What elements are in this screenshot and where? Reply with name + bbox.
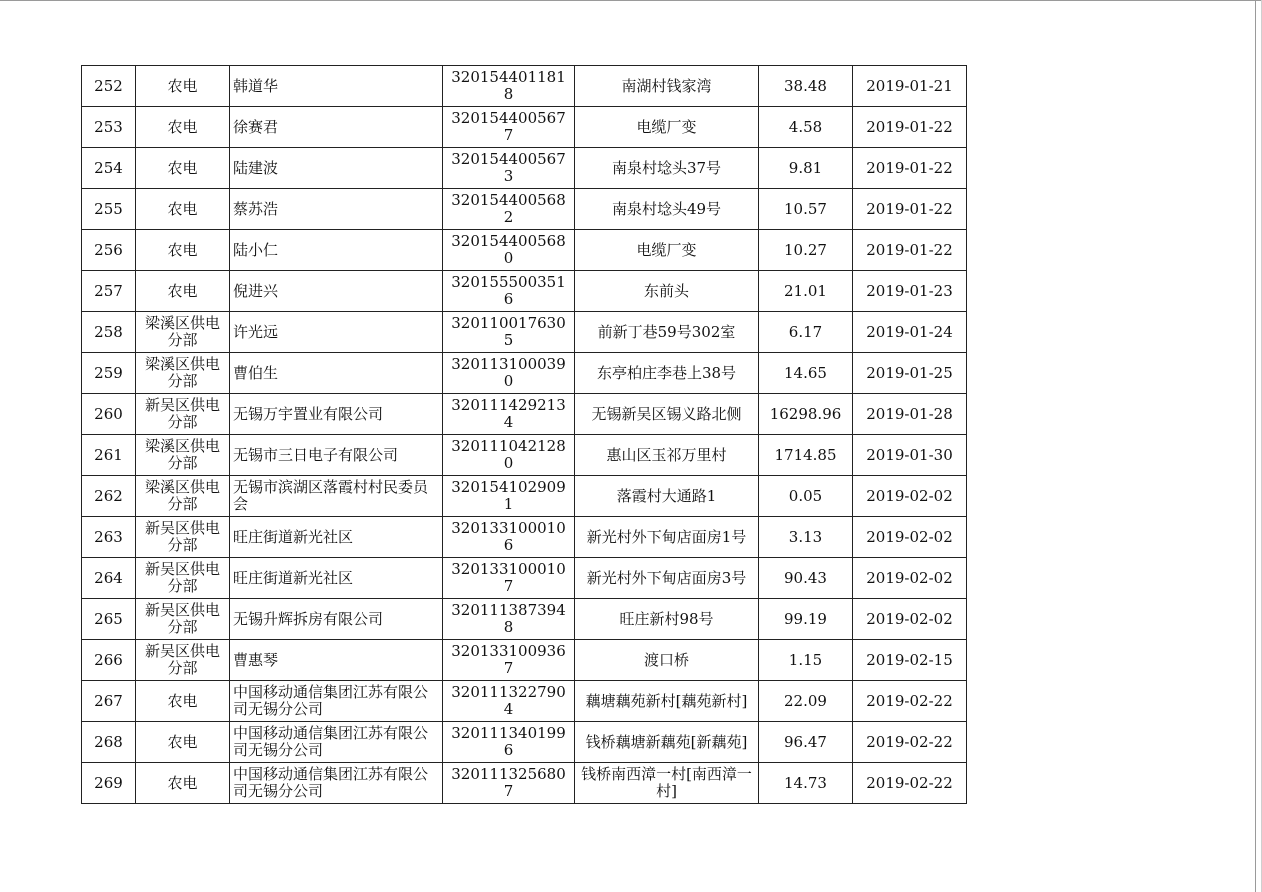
- address-cell: 电缆厂变: [575, 230, 759, 271]
- account-number-cell: 3201114292134: [443, 394, 575, 435]
- amount-cell: 4.58: [759, 107, 853, 148]
- customer-name-cell: 中国移动通信集团江苏有限公司无锡分公司: [230, 681, 443, 722]
- customer-name-cell: 蔡苏浩: [230, 189, 443, 230]
- account-number-cell: 3201544011818: [443, 66, 575, 107]
- page-right-border: [1255, 0, 1256, 892]
- unit-cell: 农电: [136, 271, 230, 312]
- amount-cell: 99.19: [759, 599, 853, 640]
- unit-cell: 新吴区供电分部: [136, 599, 230, 640]
- table-body: [82, 66, 967, 804]
- table-row: [82, 189, 967, 230]
- address-cell: 旺庄新村98号: [575, 599, 759, 640]
- unit-cell: 梁溪区供电分部: [136, 435, 230, 476]
- amount-cell: 14.65: [759, 353, 853, 394]
- row-number-cell: 255: [82, 189, 136, 230]
- address-cell: 藕塘藕苑新村[藕苑新村]: [575, 681, 759, 722]
- address-cell: 新光村外下甸店面房3号: [575, 558, 759, 599]
- table-row: [82, 517, 967, 558]
- customer-name-cell: 韩道华: [230, 66, 443, 107]
- table-row: [82, 66, 967, 107]
- address-cell: 钱桥藕塘新藕苑[新藕苑]: [575, 722, 759, 763]
- amount-cell: 10.57: [759, 189, 853, 230]
- address-cell: 前新丁巷59号302室: [575, 312, 759, 353]
- amount-cell: 1714.85: [759, 435, 853, 476]
- address-cell: 东亭柏庄李巷上38号: [575, 353, 759, 394]
- table-row: [82, 435, 967, 476]
- date-cell: 2019-01-25: [853, 353, 967, 394]
- customer-name-cell: 曹惠琴: [230, 640, 443, 681]
- arrears-table: [81, 65, 967, 804]
- table-row: [82, 722, 967, 763]
- table-row: [82, 271, 967, 312]
- row-number-cell: 268: [82, 722, 136, 763]
- customer-name-cell: 无锡市滨湖区落霞村村民委员会: [230, 476, 443, 517]
- amount-cell: 3.13: [759, 517, 853, 558]
- account-number-cell: 3201555003516: [443, 271, 575, 312]
- customer-name-cell: 曹伯生: [230, 353, 443, 394]
- table-row: [82, 107, 967, 148]
- customer-name-cell: 陆小仁: [230, 230, 443, 271]
- unit-cell: 新吴区供电分部: [136, 517, 230, 558]
- unit-cell: 新吴区供电分部: [136, 558, 230, 599]
- customer-name-cell: 无锡万宇置业有限公司: [230, 394, 443, 435]
- customer-name-cell: 倪进兴: [230, 271, 443, 312]
- address-cell: 东前头: [575, 271, 759, 312]
- account-number-cell: 3201331009367: [443, 640, 575, 681]
- address-cell: 无锡新吴区锡义路北侧: [575, 394, 759, 435]
- account-number-cell: 3201541029091: [443, 476, 575, 517]
- address-cell: 钱桥南西漳一村[南西漳一村]: [575, 763, 759, 804]
- address-cell: 电缆厂变: [575, 107, 759, 148]
- account-number-cell: 3201331000107: [443, 558, 575, 599]
- table-row: [82, 312, 967, 353]
- unit-cell: 农电: [136, 681, 230, 722]
- unit-cell: 农电: [136, 189, 230, 230]
- account-number-cell: 3201110421280: [443, 435, 575, 476]
- row-number-cell: 258: [82, 312, 136, 353]
- amount-cell: 14.73: [759, 763, 853, 804]
- date-cell: 2019-02-22: [853, 763, 967, 804]
- table-row: [82, 148, 967, 189]
- row-number-cell: 267: [82, 681, 136, 722]
- table-row: [82, 681, 967, 722]
- amount-cell: 10.27: [759, 230, 853, 271]
- address-cell: 渡口桥: [575, 640, 759, 681]
- unit-cell: 农电: [136, 722, 230, 763]
- account-number-cell: 3201331000106: [443, 517, 575, 558]
- account-number-cell: 3201113256807: [443, 763, 575, 804]
- row-number-cell: 257: [82, 271, 136, 312]
- date-cell: 2019-01-22: [853, 230, 967, 271]
- customer-name-cell: 陆建波: [230, 148, 443, 189]
- amount-cell: 0.05: [759, 476, 853, 517]
- amount-cell: 90.43: [759, 558, 853, 599]
- row-number-cell: 263: [82, 517, 136, 558]
- unit-cell: 农电: [136, 230, 230, 271]
- customer-name-cell: 无锡市三日电子有限公司: [230, 435, 443, 476]
- date-cell: 2019-01-22: [853, 189, 967, 230]
- row-number-cell: 266: [82, 640, 136, 681]
- date-cell: 2019-02-02: [853, 558, 967, 599]
- account-number-cell: 3201100176305: [443, 312, 575, 353]
- row-number-cell: 260: [82, 394, 136, 435]
- amount-cell: 38.48: [759, 66, 853, 107]
- address-cell: 南泉村埝头37号: [575, 148, 759, 189]
- customer-name-cell: 无锡升辉拆房有限公司: [230, 599, 443, 640]
- table-row: [82, 558, 967, 599]
- amount-cell: 22.09: [759, 681, 853, 722]
- unit-cell: 新吴区供电分部: [136, 640, 230, 681]
- account-number-cell: 3201544005673: [443, 148, 575, 189]
- unit-cell: 农电: [136, 107, 230, 148]
- date-cell: 2019-01-21: [853, 66, 967, 107]
- row-number-cell: 265: [82, 599, 136, 640]
- date-cell: 2019-01-24: [853, 312, 967, 353]
- unit-cell: 梁溪区供电分部: [136, 476, 230, 517]
- row-number-cell: 269: [82, 763, 136, 804]
- date-cell: 2019-02-02: [853, 517, 967, 558]
- date-cell: 2019-02-02: [853, 476, 967, 517]
- customer-name-cell: 中国移动通信集团江苏有限公司无锡分公司: [230, 763, 443, 804]
- unit-cell: 农电: [136, 66, 230, 107]
- row-number-cell: 256: [82, 230, 136, 271]
- account-number-cell: 3201544005682: [443, 189, 575, 230]
- address-cell: 落霞村大通路1: [575, 476, 759, 517]
- date-cell: 2019-01-28: [853, 394, 967, 435]
- date-cell: 2019-02-22: [853, 722, 967, 763]
- address-cell: 惠山区玉祁万里村: [575, 435, 759, 476]
- customer-name-cell: 中国移动通信集团江苏有限公司无锡分公司: [230, 722, 443, 763]
- page-top-border: [0, 0, 1262, 1]
- unit-cell: 新吴区供电分部: [136, 394, 230, 435]
- date-cell: 2019-02-15: [853, 640, 967, 681]
- account-number-cell: 3201544005680: [443, 230, 575, 271]
- table-row: [82, 640, 967, 681]
- account-number-cell: 3201544005677: [443, 107, 575, 148]
- table-row: [82, 599, 967, 640]
- amount-cell: 21.01: [759, 271, 853, 312]
- customer-name-cell: 旺庄街道新光社区: [230, 517, 443, 558]
- address-cell: 南泉村埝头49号: [575, 189, 759, 230]
- row-number-cell: 264: [82, 558, 136, 599]
- table-row: [82, 763, 967, 804]
- amount-cell: 96.47: [759, 722, 853, 763]
- amount-cell: 1.15: [759, 640, 853, 681]
- unit-cell: 梁溪区供电分部: [136, 312, 230, 353]
- row-number-cell: 261: [82, 435, 136, 476]
- table-row: [82, 353, 967, 394]
- table-row: [82, 394, 967, 435]
- table-row: [82, 230, 967, 271]
- row-number-cell: 253: [82, 107, 136, 148]
- date-cell: 2019-01-22: [853, 148, 967, 189]
- customer-name-cell: 徐赛君: [230, 107, 443, 148]
- account-number-cell: 3201113227904: [443, 681, 575, 722]
- amount-cell: 16298.96: [759, 394, 853, 435]
- unit-cell: 农电: [136, 148, 230, 189]
- unit-cell: 梁溪区供电分部: [136, 353, 230, 394]
- date-cell: 2019-01-30: [853, 435, 967, 476]
- row-number-cell: 254: [82, 148, 136, 189]
- row-number-cell: 252: [82, 66, 136, 107]
- unit-cell: 农电: [136, 763, 230, 804]
- date-cell: 2019-02-02: [853, 599, 967, 640]
- amount-cell: 6.17: [759, 312, 853, 353]
- account-number-cell: 3201113401996: [443, 722, 575, 763]
- row-number-cell: 259: [82, 353, 136, 394]
- date-cell: 2019-02-22: [853, 681, 967, 722]
- customer-name-cell: 许光远: [230, 312, 443, 353]
- customer-name-cell: 旺庄街道新光社区: [230, 558, 443, 599]
- address-cell: 南湖村钱家湾: [575, 66, 759, 107]
- account-number-cell: 3201131000390: [443, 353, 575, 394]
- amount-cell: 9.81: [759, 148, 853, 189]
- row-number-cell: 262: [82, 476, 136, 517]
- date-cell: 2019-01-23: [853, 271, 967, 312]
- address-cell: 新光村外下甸店面房1号: [575, 517, 759, 558]
- date-cell: 2019-01-22: [853, 107, 967, 148]
- account-number-cell: 3201113873948: [443, 599, 575, 640]
- table-row: [82, 476, 967, 517]
